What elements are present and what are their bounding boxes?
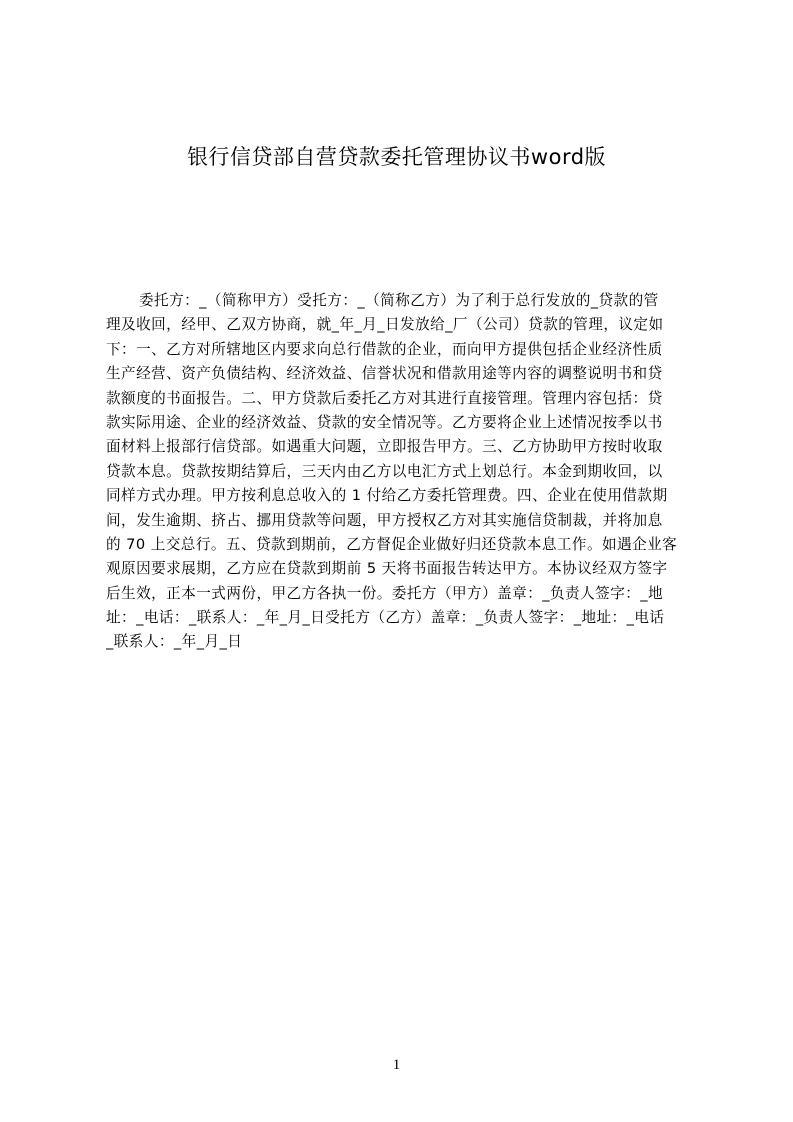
agreement-body	[106, 289, 698, 655]
body-line: 后生效，正本一式两份，甲乙方各执一份。委托方（甲方）盖章：_负责人签字：_地	[106, 584, 664, 602]
body-line: 观原因要求展期，乙方应在贷款到期前 5 天将书面报告转达甲方。本协议经双方签字	[106, 560, 668, 578]
body-line: 的 70 上交总行。五、贷款到期前，乙方督促企业做好归还贷款本息工作。如遇企业客	[106, 535, 678, 553]
body-line: 生产经营、资产负债结构、经济效益、信誉状况和借款用途等内容的调整说明书和贷	[106, 365, 663, 383]
body-line: 址：_电话：_联系人：_年_月_日受托方（乙方）盖章：_负责人签字：_地址：_电话	[106, 609, 665, 627]
body-line: 理及收回，经甲、乙双方协商，就_年_月_日发放给_厂（公司）贷款的管理，议定如	[106, 316, 664, 334]
body-line: 款额度的书面报告。二、甲方贷款后委托乙方对其进行直接管理。管理内容包括：贷	[106, 389, 663, 407]
body-line: _联系人：_年_月_日	[106, 633, 243, 651]
body-line: 款实际用途、企业的经济效益、贷款的安全情况等。乙方要将企业上述情况按季以书	[106, 413, 663, 431]
body-line: 贷款本息。贷款按期结算后，三天内由乙方以电汇方式上划总行。本金到期收回，以	[106, 462, 663, 480]
body-line: 下：一、乙方对所辖地区内要求向总行借款的企业，而向甲方提供包括企业经济性质	[106, 340, 663, 358]
body-line: 面材料上报部行信贷部。如遇重大问题，立即报告甲方。三、乙方协助甲方按时收取	[106, 438, 663, 456]
body-line: 委托方：_（简称甲方）受托方：_（简称乙方）为了利于总行发放的_贷款的管	[139, 292, 659, 309]
page-number: 1	[392, 1057, 401, 1073]
body-line: 间，发生逾期、挤占、挪用贷款等问题，甲方授权乙方对其实施信贷制裁，并将加息	[106, 511, 663, 529]
body-line: 同样方式办理。甲方按利息总收入的 1 付给乙方委托管理费。四、企业在使用借款期	[106, 487, 668, 505]
document-title: 银行信贷部自营贷款委托管理协议书word版	[186, 145, 607, 169]
